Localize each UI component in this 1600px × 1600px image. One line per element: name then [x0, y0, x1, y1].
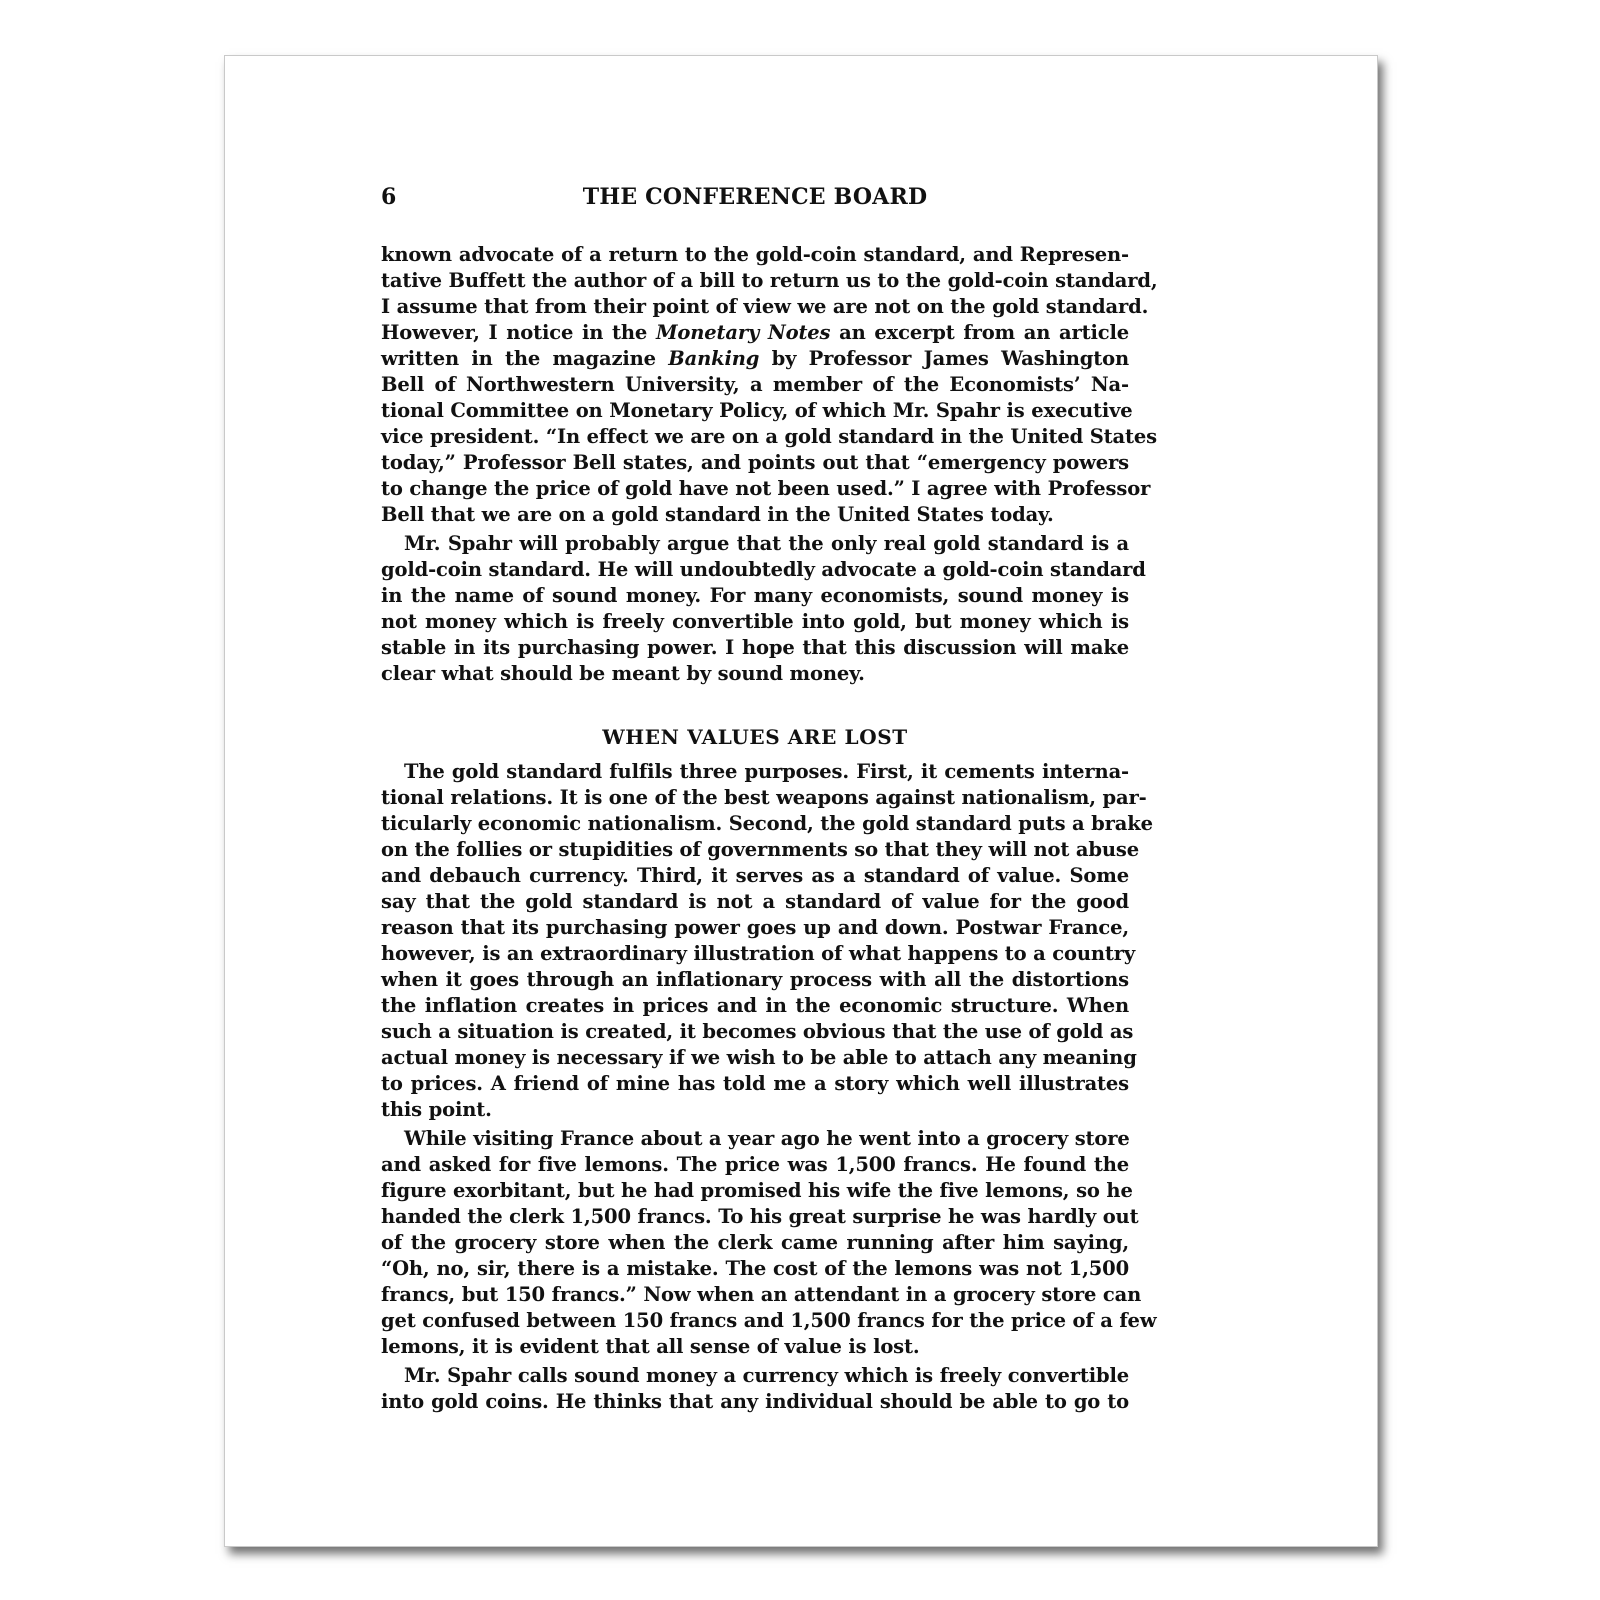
document-page — [224, 55, 1378, 1547]
text-line: in the name of sound money. For many economists, sound money is — [381, 584, 1129, 607]
text-line: such a situation is created, it becomes obvious that the use of gold as — [381, 1020, 1134, 1043]
text-line: handed the clerk 1,500 francs. To his great surprise he was hardly out — [381, 1205, 1139, 1228]
text-line: known advocate of a return to the gold-coin standard, and Represen- — [381, 243, 1129, 266]
text-line: I assume that from their point of view we are not on the gold standard. — [381, 295, 1149, 318]
text-line: get confused between 150 francs and 1,500 francs for the price of a few — [381, 1309, 1157, 1332]
text-line: Bell that we are on a gold standard in the United States today. — [381, 503, 1054, 526]
text-line: Mr. Spahr calls sound money a currency which is freely convertible — [404, 1364, 1129, 1387]
text-fragment: by Professor James Washington — [759, 347, 1129, 370]
text-line: While visiting France about a year ago he went into a grocery store — [404, 1127, 1130, 1150]
text-line: to change the price of gold have not been used.” I agree with Professor — [381, 477, 1151, 500]
text-line — [381, 320, 1129, 346]
text-line: into gold coins. He thinks that any individual should be able to go to — [381, 1390, 1129, 1413]
text-line: on the follies or stupidities of governments so that they will not abuse — [381, 838, 1139, 861]
text-line: reason that its purchasing power goes up and down. Postwar France, — [381, 916, 1129, 939]
text-line: “Oh, no, sir, there is a mistake. The cost of the lemons was not 1,500 — [381, 1257, 1129, 1280]
text-line: not money which is freely convertible into gold, but money which is — [381, 610, 1129, 633]
text-line: tional Committee on Monetary Policy, of which Mr. Spahr is executive — [381, 399, 1133, 422]
text-line: tional relations. It is one of the best weapons against nationalism, par- — [381, 786, 1147, 809]
text-line: stable in its purchasing power. I hope that this discussion will make — [381, 636, 1129, 659]
text-fragment: written in the magazine — [381, 347, 669, 370]
text-line: to prices. A friend of mine has told me a story which well illustrates — [381, 1072, 1129, 1095]
section-heading: WHEN VALUES ARE LOST — [602, 725, 908, 749]
text-line: Bell of Northwestern University, a member of the Economists’ Na- — [381, 373, 1129, 396]
text-line: figure exorbitant, but he had promised his wife the five lemons, so he — [381, 1179, 1133, 1202]
running-title: THE CONFERENCE BOARD — [582, 184, 928, 210]
running-head — [381, 184, 1129, 214]
text-line: tative Buffett the author of a bill to return us to the gold-coin standard, — [381, 269, 1158, 292]
text-line — [381, 346, 1129, 372]
text-line: lemons, it is evident that all sense of value is lost. — [381, 1335, 920, 1358]
page-number: 6 — [381, 184, 397, 210]
text-line: today,” Professor Bell states, and points out that “emergency powers — [381, 451, 1129, 474]
text-line: the inflation creates in prices and in the economic structure. When — [381, 994, 1129, 1017]
paragraph-4 — [381, 1126, 1157, 1360]
text-line: clear what should be meant by sound money. — [381, 662, 865, 685]
text-line: this point. — [381, 1098, 492, 1121]
paragraph-5 — [381, 1363, 1129, 1415]
text-line: vice president. “In effect we are on a gold standard in the United States — [381, 425, 1157, 448]
text-line: say that the gold standard is not a standard of value for the good — [381, 890, 1129, 913]
page-content — [381, 184, 1158, 1418]
text-line: however, is an extraordinary illustration of what happens to a country — [381, 942, 1136, 965]
text-line: francs, but 150 francs.” Now when an attendant in a grocery store can — [381, 1283, 1142, 1306]
text-fragment: an excerpt from an article — [830, 321, 1129, 344]
paragraph-2 — [381, 531, 1146, 687]
text-line: Mr. Spahr will probably argue that the only real gold standard is a — [404, 532, 1129, 555]
text-line: and debauch currency. Third, it serves as a standard of value. Some — [381, 864, 1129, 887]
text-line: actual money is necessary if we wish to be able to attach any meaning — [381, 1046, 1137, 1069]
publication-title: Monetary Notes — [655, 321, 831, 344]
text-line: and asked for five lemons. The price was 1,500 francs. He found the — [381, 1153, 1129, 1176]
text-line: of the grocery store when the clerk came running after him saying, — [381, 1231, 1129, 1254]
text-line: ticularly economic nationalism. Second, the gold standard puts a brake — [381, 812, 1153, 835]
paragraph-3 — [381, 759, 1153, 1123]
paragraph-1 — [381, 242, 1158, 528]
publication-title: Banking — [668, 347, 760, 370]
text-fragment: However, I notice in the — [381, 321, 656, 344]
text-line: when it goes through an inflationary process with all the distortions — [381, 968, 1129, 991]
text-line: gold-coin standard. He will undoubtedly advocate a gold-coin standard — [381, 558, 1146, 581]
text-line: The gold standard fulfils three purposes. First, it cements interna- — [404, 760, 1129, 783]
